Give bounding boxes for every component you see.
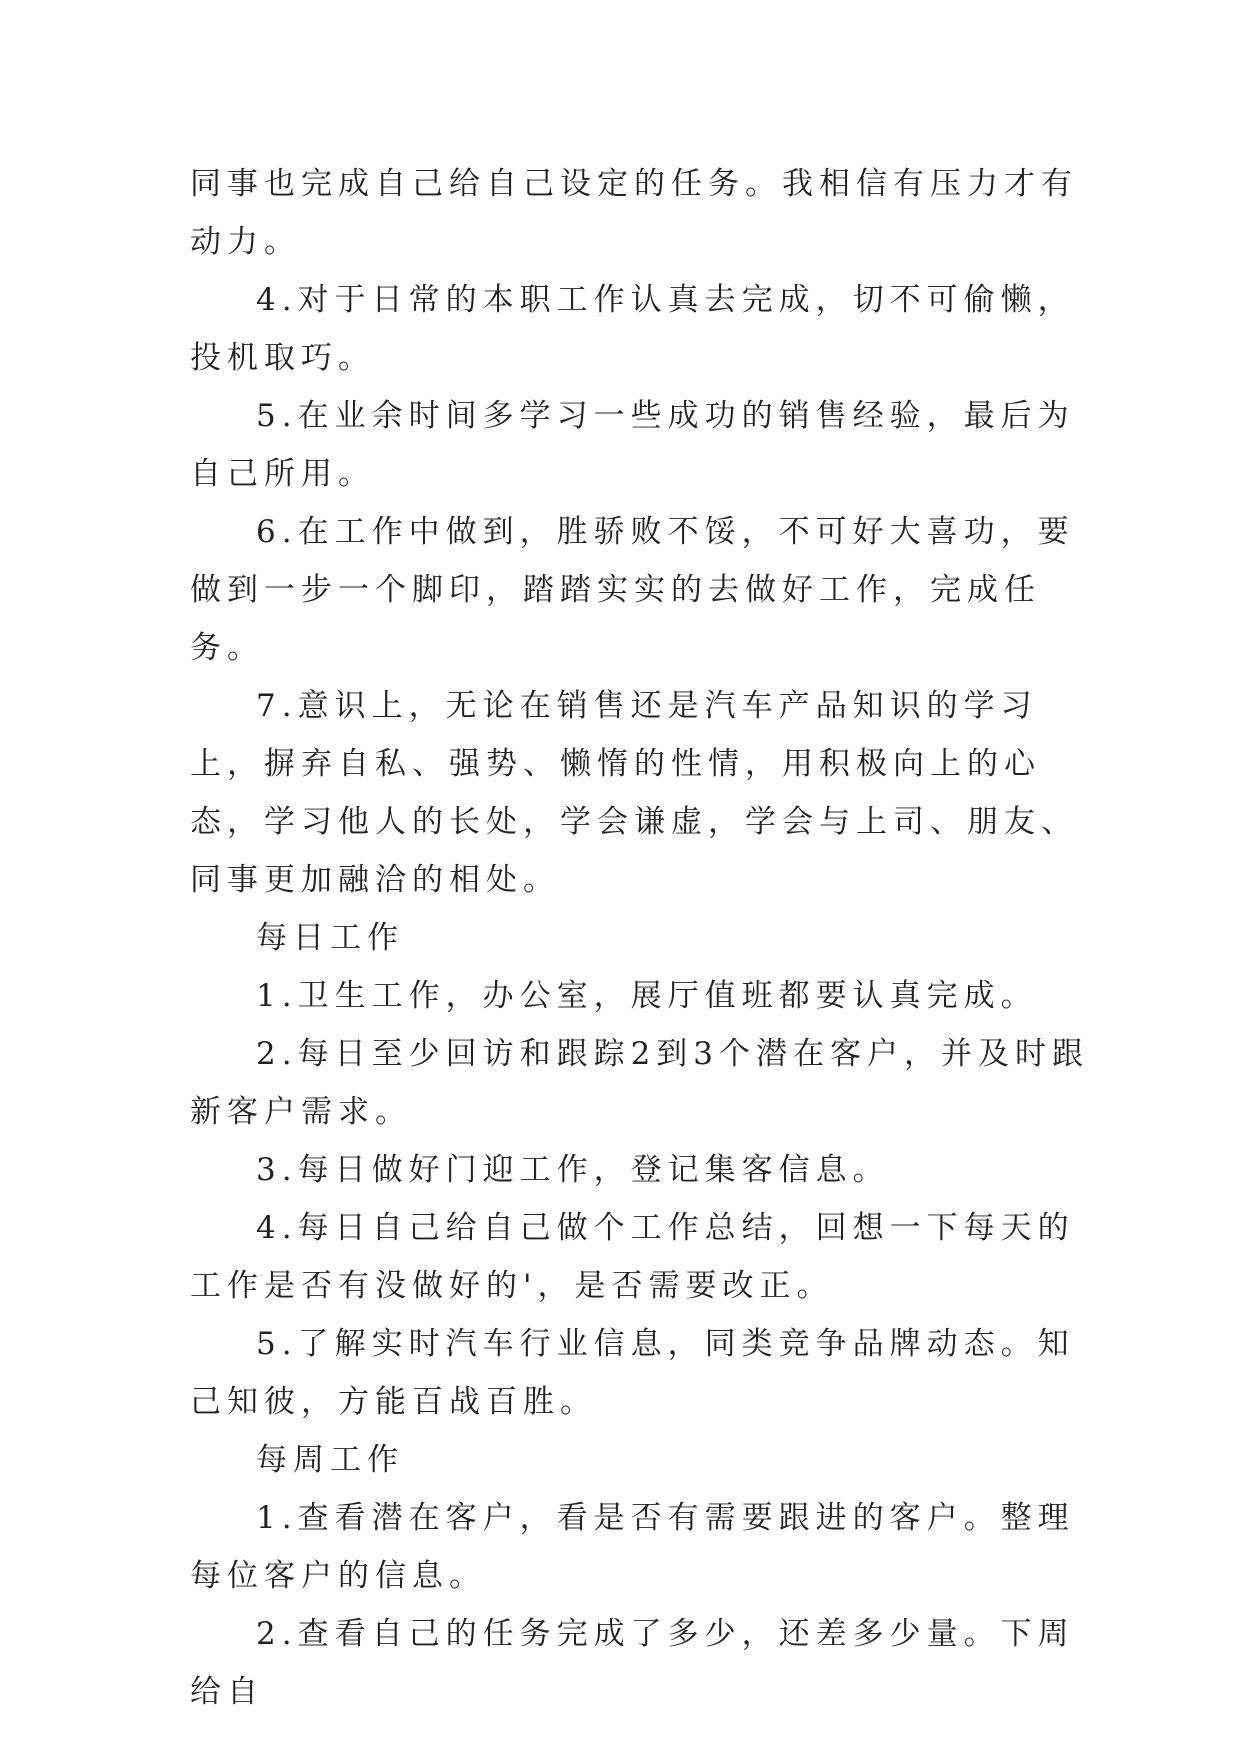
document-body <box>190 155 1090 1721</box>
section-heading-daily-work: 每日工作 <box>256 920 404 956</box>
section-heading-weekly-work: 每周工作 <box>256 1442 404 1478</box>
weekly-item-2: 2.查看自己的任务完成了多少，还差多少量。下周给自 <box>190 1616 1075 1710</box>
daily-item-4: 4.每日自己给自己做个工作总结，回想一下每天的工作是否有没做好的'，是否需要改正。 <box>190 1210 1075 1304</box>
daily-item-2: 2.每日至少回访和跟踪2到3个潜在客户，并及时跟新客户需求。 <box>190 1036 1090 1130</box>
daily-item-5: 5.了解实时汽车行业信息，同类竞争品牌动态。知己知彼，方能百战百胜。 <box>190 1326 1075 1420</box>
paragraph-item-5: 5.在业余时间多学习一些成功的销售经验，最后为自己所用。 <box>190 398 1075 492</box>
daily-item-1: 1.卫生工作，办公室，展厅值班都要认真完成。 <box>256 978 1038 1014</box>
paragraph-item-4: 4.对于日常的本职工作认真去完成，切不可偷懒，投机取巧。 <box>190 282 1075 376</box>
paragraph-item-7: 7.意识上，无论在销售还是汽车产品知识的学习上，摒弃自私、强势、懒惰的性情，用积极向上的心态，学习他人的长处，学会谦虚，学会与上司、朋友、同事更加融洽的相处。 <box>190 688 1078 898</box>
daily-item-3: 3.每日做好门迎工作，登记集客信息。 <box>256 1152 890 1188</box>
weekly-item-1: 1.查看潜在客户，看是否有需要跟进的客户。整理每位客户的信息。 <box>190 1500 1075 1594</box>
paragraph-item-6: 6.在工作中做到，胜骄败不馁，不可好大喜功，要做到一步一个脚印，踏踏实实的去做好工作，完成任务。 <box>190 514 1075 666</box>
paragraph-continuation: 同事也完成自己给自己设定的任务。我相信有压力才有动力。 <box>190 166 1078 260</box>
